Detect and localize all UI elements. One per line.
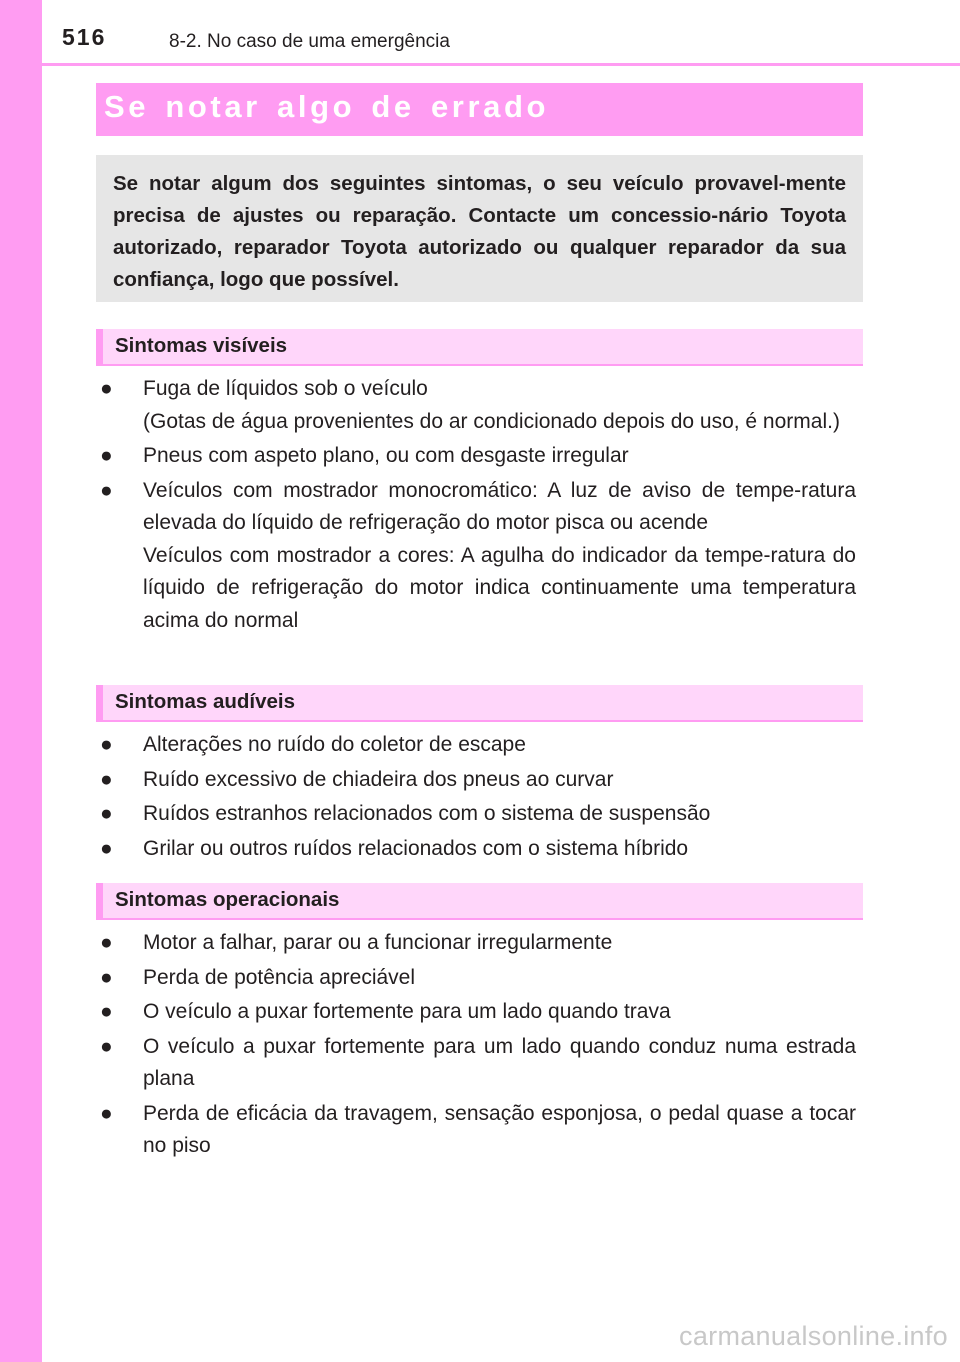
list-item <box>96 373 856 438</box>
bullet-icon: ● <box>100 1000 113 1023</box>
section-heading-label: Sintomas visíveis <box>115 334 288 357</box>
list-item <box>96 475 856 638</box>
bullet-icon: ● <box>100 802 113 825</box>
bullet-icon: ● <box>100 377 113 400</box>
page-number: 516 <box>62 24 107 50</box>
intro-text: Se notar algum dos seguintes sintomas, o seu veículo provavel-mente precisa de ajustes ou reparação. Contacte um concessio-nário Toyota autorizado, reparador Toyota autorizado ou qualquer reparador da sua confiança, logo que possível. <box>113 172 846 291</box>
site-watermark: carmanualsonline.info <box>679 1321 948 1351</box>
list-item-text: Veículos com mostrador monocromático: A luz de aviso de tempe-ratura elevada do líquido de refrigeração do motor pisca ou acende <box>143 478 856 534</box>
list-item <box>96 440 856 473</box>
list-item-text: Perda de eficácia da travagem, sensação esponjosa, o pedal quase a tocar no piso <box>143 1101 856 1157</box>
page-title: Se notar algo de errado <box>104 89 550 124</box>
audible-symptoms-list <box>96 729 856 867</box>
list-item-text: O veículo a puxar fortemente para um lado quando trava <box>143 1000 671 1023</box>
intro-box <box>96 155 863 302</box>
bullet-icon: ● <box>100 478 113 502</box>
list-item-text: Grilar ou outros ruídos relacionados com o sistema híbrido <box>143 836 689 860</box>
section-heading-visible <box>96 329 863 366</box>
section-heading-operational <box>96 883 863 920</box>
bullet-icon: ● <box>100 836 113 860</box>
list-item <box>96 729 856 762</box>
page-title-bar <box>96 83 863 136</box>
visible-symptoms-list <box>96 373 856 639</box>
bullet-icon: ● <box>100 733 113 756</box>
list-item-text: O veículo a puxar fortemente para um lado quando conduz numa estrada plana <box>143 1034 856 1090</box>
section-heading-label: Sintomas operacionais <box>115 888 340 911</box>
list-item-text: Motor a falhar, parar ou a funcionar irregularmente <box>143 931 613 954</box>
bullet-icon: ● <box>100 931 113 954</box>
section-heading-label: Sintomas audíveis <box>115 690 296 713</box>
list-item-text: Pneus com aspeto plano, ou com desgaste irregular <box>143 444 629 467</box>
list-item-note: (Gotas de água provenientes do ar condicionado depois do uso, é normal.) <box>143 409 840 433</box>
list-item <box>96 927 856 960</box>
list-item <box>96 1098 856 1163</box>
list-item-text: Alterações no ruído do coletor de escape <box>143 733 526 756</box>
list-item <box>96 996 856 1029</box>
operational-symptoms-list <box>96 927 856 1165</box>
list-item <box>96 1031 856 1096</box>
bullet-icon: ● <box>100 444 113 467</box>
bullet-icon: ● <box>100 1101 113 1125</box>
side-tab <box>0 0 42 1362</box>
section-reference: 8-2. No caso de uma emergência <box>169 31 450 52</box>
section-heading-audible <box>96 685 863 722</box>
list-item-text: Ruídos estranhos relacionados com o sistema de suspensão <box>143 802 711 825</box>
bullet-icon: ● <box>100 767 113 791</box>
list-item <box>96 962 856 995</box>
bullet-icon: ● <box>100 965 113 989</box>
list-item-text: Veículos com mostrador a cores: A agulha do indicador da tempe-ratura do líquido de refrigeração do motor indica continuamente uma temperatura acima do normal <box>143 543 856 632</box>
list-item <box>96 764 856 797</box>
header-divider <box>42 63 960 66</box>
list-item-text: Perda de potência apreciável <box>143 965 416 989</box>
list-item <box>96 833 856 866</box>
list-item-text: Ruído excessivo de chiadeira dos pneus ao curvar <box>143 767 614 791</box>
list-item-text: Fuga de líquidos sob o veículo <box>143 377 428 400</box>
bullet-icon: ● <box>100 1034 113 1058</box>
list-item <box>96 798 856 831</box>
